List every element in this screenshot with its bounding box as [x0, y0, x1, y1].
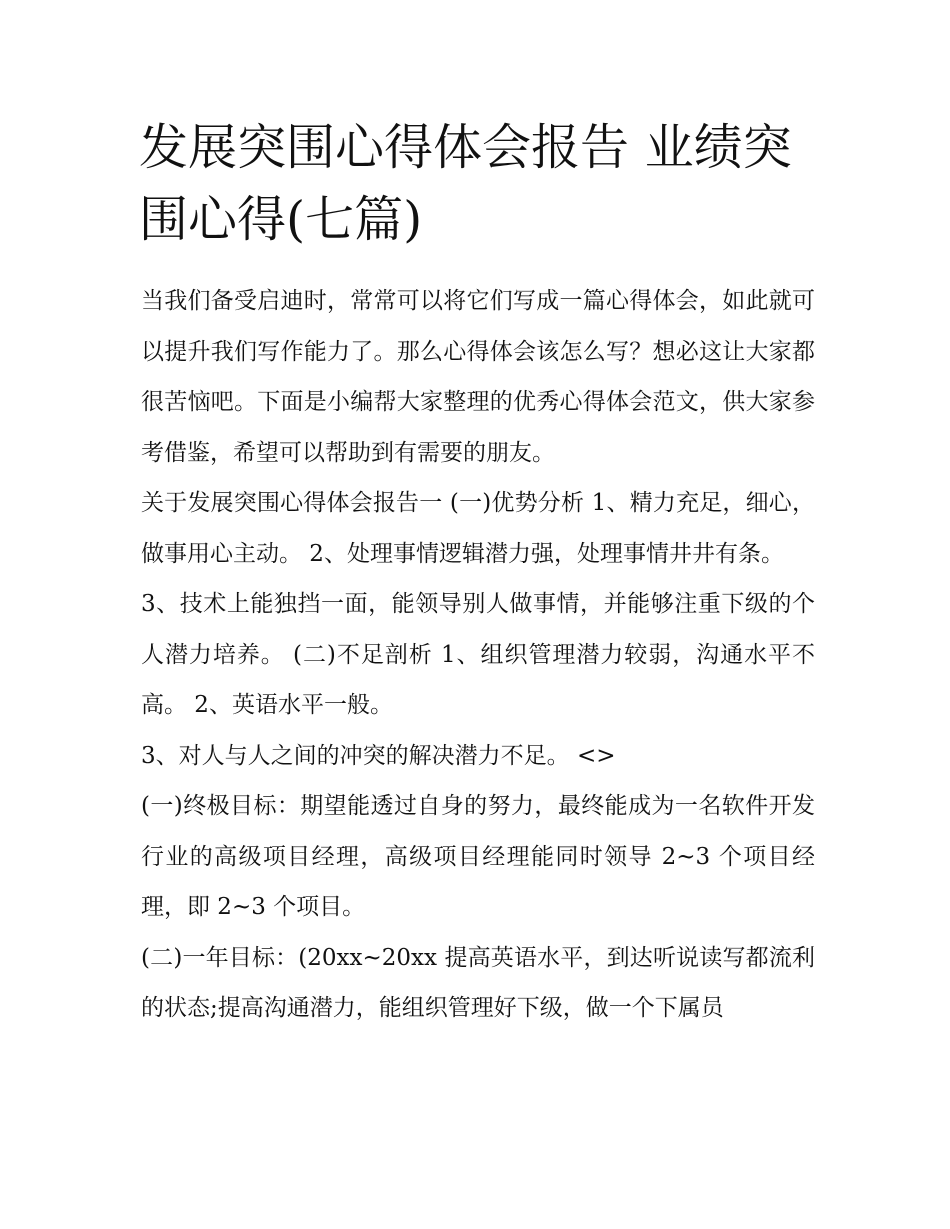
paragraph-conflict: 3、对人与人之间的冲突的解决潜力不足。 <> [141, 742, 616, 769]
paragraph-intro: 当我们备受启迪时，常常可以将它们写成一篇心得体会，如此就可以提升我们写作能力了。那么心得体会该怎么写？想必这让大家都很苦恼吧。下面是小编帮大家整理的优秀心得体会范文，供大家参考借鉴，希望可以帮助到有需要的朋友。 [141, 288, 815, 466]
document-title: 发展突围心得体会报告 业绩突围心得(七篇) [139, 119, 792, 248]
paragraph-strengths: 关于发展突围心得体会报告一 (一)优势分析 1、精力充足，细心，做事用心主动。 2、处理事情逻辑潜力强，处理事情井井有条。 [141, 490, 815, 567]
paragraph-one-year-goal: (二)一年目标：(20xx~20xx 提高英语水平，到达听说读写都流利的状态;提高沟通潜力，能组织管理好下级，做一个下属员 [141, 944, 815, 1021]
paragraph-weaknesses: 3、技术上能独挡一面，能领导别人做事情，并能够注重下级的个人潜力培养。 (二)不足剖析 1、组织管理潜力较弱，沟通水平不高。 2、英语水平一般。 [141, 591, 815, 718]
document-body [141, 276, 815, 1034]
paragraph-ultimate-goal: (一)终极目标：期望能透过自身的努力，最终能成为一名软件开发行业的高级项目经理，高级项目经理能同时领导 2~3 个项目经理，即 2~3 个项目。 [141, 793, 815, 920]
